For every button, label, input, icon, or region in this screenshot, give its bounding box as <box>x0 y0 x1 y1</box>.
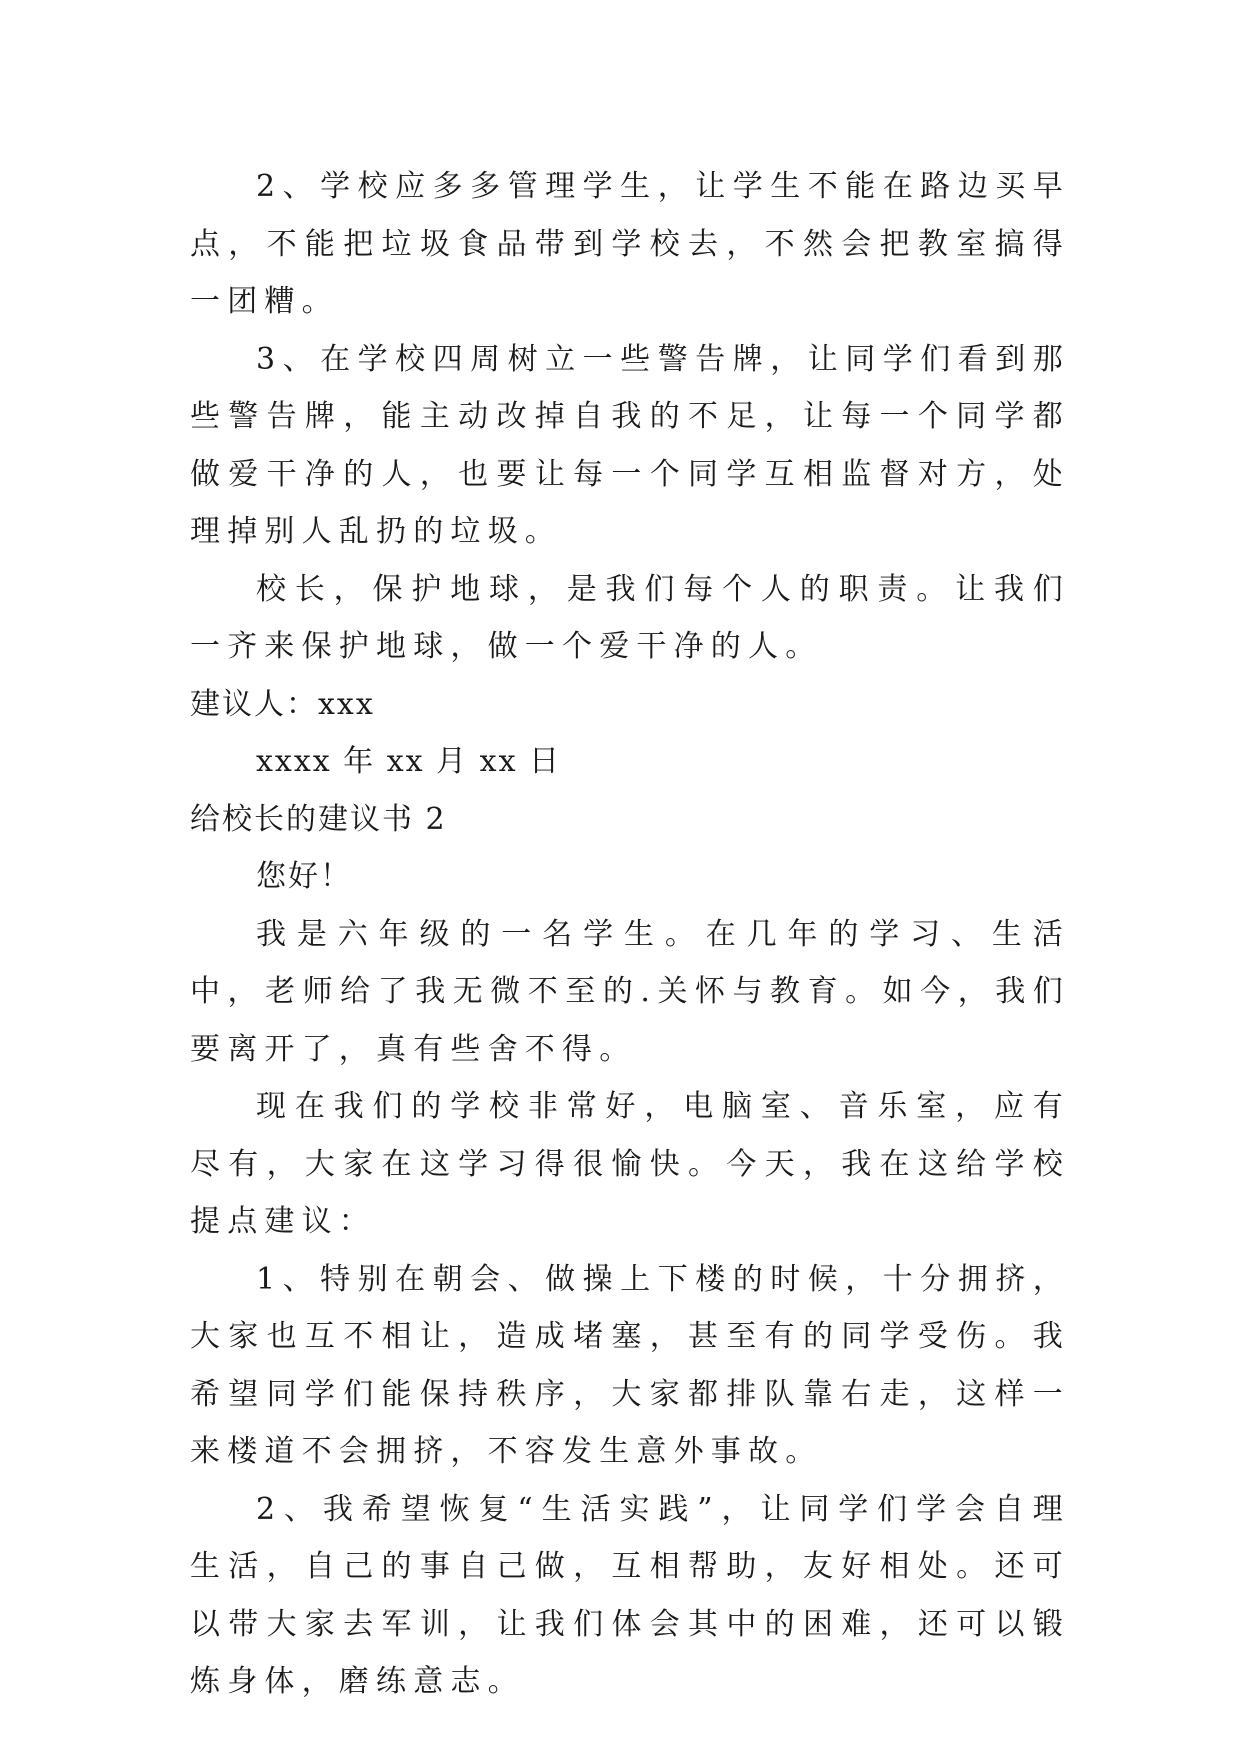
section-title: 给校长的建议书 2 <box>190 801 447 837</box>
date-line: xxxx 年 xx 月 xx 日 <box>256 744 562 779</box>
document-page <box>190 158 1070 1711</box>
paragraph-conclusion: 校长，保护地球，是我们每个人的职责。让我们一齐来保护地球，做一个爱干净的人。 <box>190 571 1070 664</box>
greeting: 您好！ <box>256 859 352 894</box>
paragraph-school-description: 现在我们的学校非常好，电脑室、音乐室，应有尽有，大家在这学习得很愉快。今天，我在这给学校提点建议： <box>190 1089 1070 1239</box>
paragraph-suggestion-stairs: 1、特别在朝会、做操上下楼的时候，十分拥挤，大家也互不相让，造成堵塞，甚至有的同学受伤。我希望同学们能保持秩序，大家都排队靠右走，这样一来楼道不会拥挤，不容发生意外事故。 <box>190 1261 1070 1469</box>
paragraph-suggestion-2: 2、学校应多多管理学生，让学生不能在路边买早点，不能把垃圾食品带到学校去，不然会把教室搞得一团糟。 <box>190 169 1070 319</box>
paragraph-suggestion-practice: 2、我希望恢复“生活实践”，让同学们学会自理生活，自己的事自己做，互相帮助，友好相处。还可以带大家去军训，让我们体会其中的困难，还可以锻炼身体，磨练意志。 <box>190 1491 1070 1699</box>
paragraph-intro: 我是六年级的一名学生。在几年的学习、生活中，老师给了我无微不至的.关怀与教育。如今，我们要离开了，真有些舍不得。 <box>190 916 1070 1067</box>
paragraph-suggestion-3: 3、在学校四周树立一些警告牌，让同学们看到那些警告牌，能主动改掉自我的不足，让每一个同学都做爱干净的人，也要让每一个同学互相监督对方，处理掉别人乱扔的垃圾。 <box>190 341 1070 549</box>
signature-line: 建议人：xxx <box>190 686 375 722</box>
